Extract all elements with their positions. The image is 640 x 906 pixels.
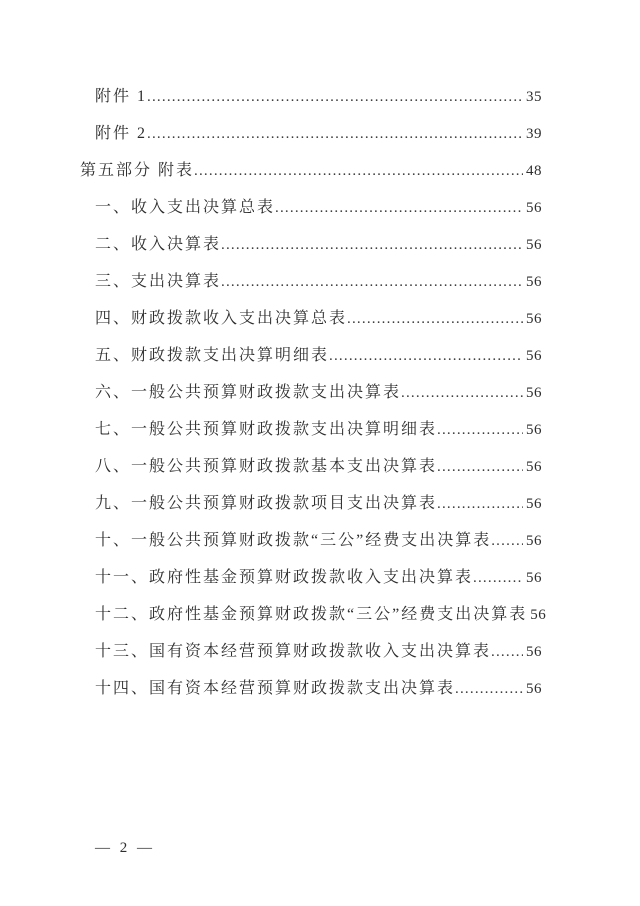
toc-entry-label: 八、一般公共预算财政拨款基本支出决算表 — [95, 458, 438, 475]
toc-entry-label: 二、收入决算表 — [95, 236, 222, 253]
toc-leader-dots — [221, 272, 523, 293]
toc-entry-page: 56 — [526, 311, 542, 327]
toc-leader-dots — [147, 124, 523, 145]
toc-leader-dots — [347, 309, 523, 330]
toc-entry-label: 附件 2 — [95, 125, 148, 142]
toc-leader-dots — [491, 531, 523, 552]
toc-entry-page: 56 — [526, 459, 542, 475]
toc-entry-page: 35 — [526, 89, 542, 105]
toc-entry-page: 39 — [526, 126, 542, 142]
toc-entry — [95, 419, 542, 440]
toc-entry-page: 56 — [526, 274, 542, 290]
toc-leader-dots — [491, 642, 523, 663]
toc-leader-dots — [455, 679, 523, 700]
toc-leader-dots — [147, 87, 523, 108]
toc-entry — [95, 678, 542, 699]
page-number: — 2 — — [95, 840, 155, 856]
toc-entry-label: 十四、国有资本经营预算财政拨款支出决算表 — [95, 680, 456, 697]
toc-leader-dots — [401, 383, 523, 404]
toc-entry-page: 56 — [526, 422, 542, 438]
toc-entry — [95, 493, 542, 514]
toc-entry — [95, 197, 542, 218]
toc-entry-page: 56 — [526, 200, 542, 216]
toc-entry-page: 56 — [526, 533, 542, 549]
toc-entry-page: 56 — [526, 348, 542, 364]
toc-entry-label: 附件 1 — [95, 88, 148, 105]
toc-leader-dots — [194, 161, 523, 182]
toc-leader-dots — [437, 494, 523, 515]
toc-entry — [95, 567, 542, 588]
toc-entry — [80, 160, 542, 181]
toc-entry-label: 第五部分 附表 — [80, 162, 195, 179]
toc-entry-page: 56 — [526, 681, 542, 697]
page-footer — [95, 840, 155, 857]
toc-entry — [95, 345, 542, 366]
toc-entry-page: 56 — [530, 607, 547, 623]
toc-entry-page: 48 — [526, 163, 542, 179]
toc-leader-dots — [221, 235, 523, 256]
toc-entry-label: 四、财政拨款收入支出决算总表 — [95, 310, 348, 327]
toc-entry-label: 一、收入支出决算总表 — [95, 199, 276, 216]
toc-entry-label: 五、财政拨款支出决算明细表 — [95, 347, 330, 364]
toc-entry-page: 56 — [526, 644, 542, 660]
toc-entry-page: 56 — [526, 237, 542, 253]
toc-entry-page: 56 — [526, 570, 542, 586]
toc-entry-label: 十、一般公共预算财政拨款“三公”经费支出决算表 — [95, 532, 492, 549]
toc-entry — [95, 271, 542, 292]
toc-entry — [95, 641, 542, 662]
toc-entry — [95, 456, 542, 477]
toc-entry-page: 56 — [526, 385, 542, 401]
toc-entry-page: 56 — [526, 496, 542, 512]
toc-entry — [95, 234, 542, 255]
toc-entry-label: 六、一般公共预算财政拨款支出决算表 — [95, 384, 402, 401]
toc-leader-dots — [275, 198, 523, 219]
toc-leader-dots — [329, 346, 523, 367]
toc-list — [80, 86, 547, 715]
toc-entry-label: 十三、国有资本经营预算财政拨款收入支出决算表 — [95, 643, 492, 660]
toc-entry-label: 九、一般公共预算财政拨款项目支出决算表 — [95, 495, 438, 512]
toc-entry — [95, 530, 542, 551]
toc-leader-dots — [473, 568, 523, 589]
toc-entry — [95, 123, 542, 144]
toc-entry-label: 七、一般公共预算财政拨款支出决算明细表 — [95, 421, 438, 438]
toc-entry — [95, 382, 542, 403]
toc-entry — [95, 604, 547, 625]
toc-leader-dots — [437, 457, 523, 478]
toc-entry — [95, 86, 542, 107]
toc-entry-label: 三、支出决算表 — [95, 273, 222, 290]
toc-leader-dots — [437, 420, 523, 441]
toc-entry — [95, 308, 542, 329]
toc-entry-label: 十二、政府性基金预算财政拨款“三公”经费支出决算表 — [95, 606, 528, 623]
toc-entry-label: 十一、政府性基金预算财政拨款收入支出决算表 — [95, 569, 474, 586]
